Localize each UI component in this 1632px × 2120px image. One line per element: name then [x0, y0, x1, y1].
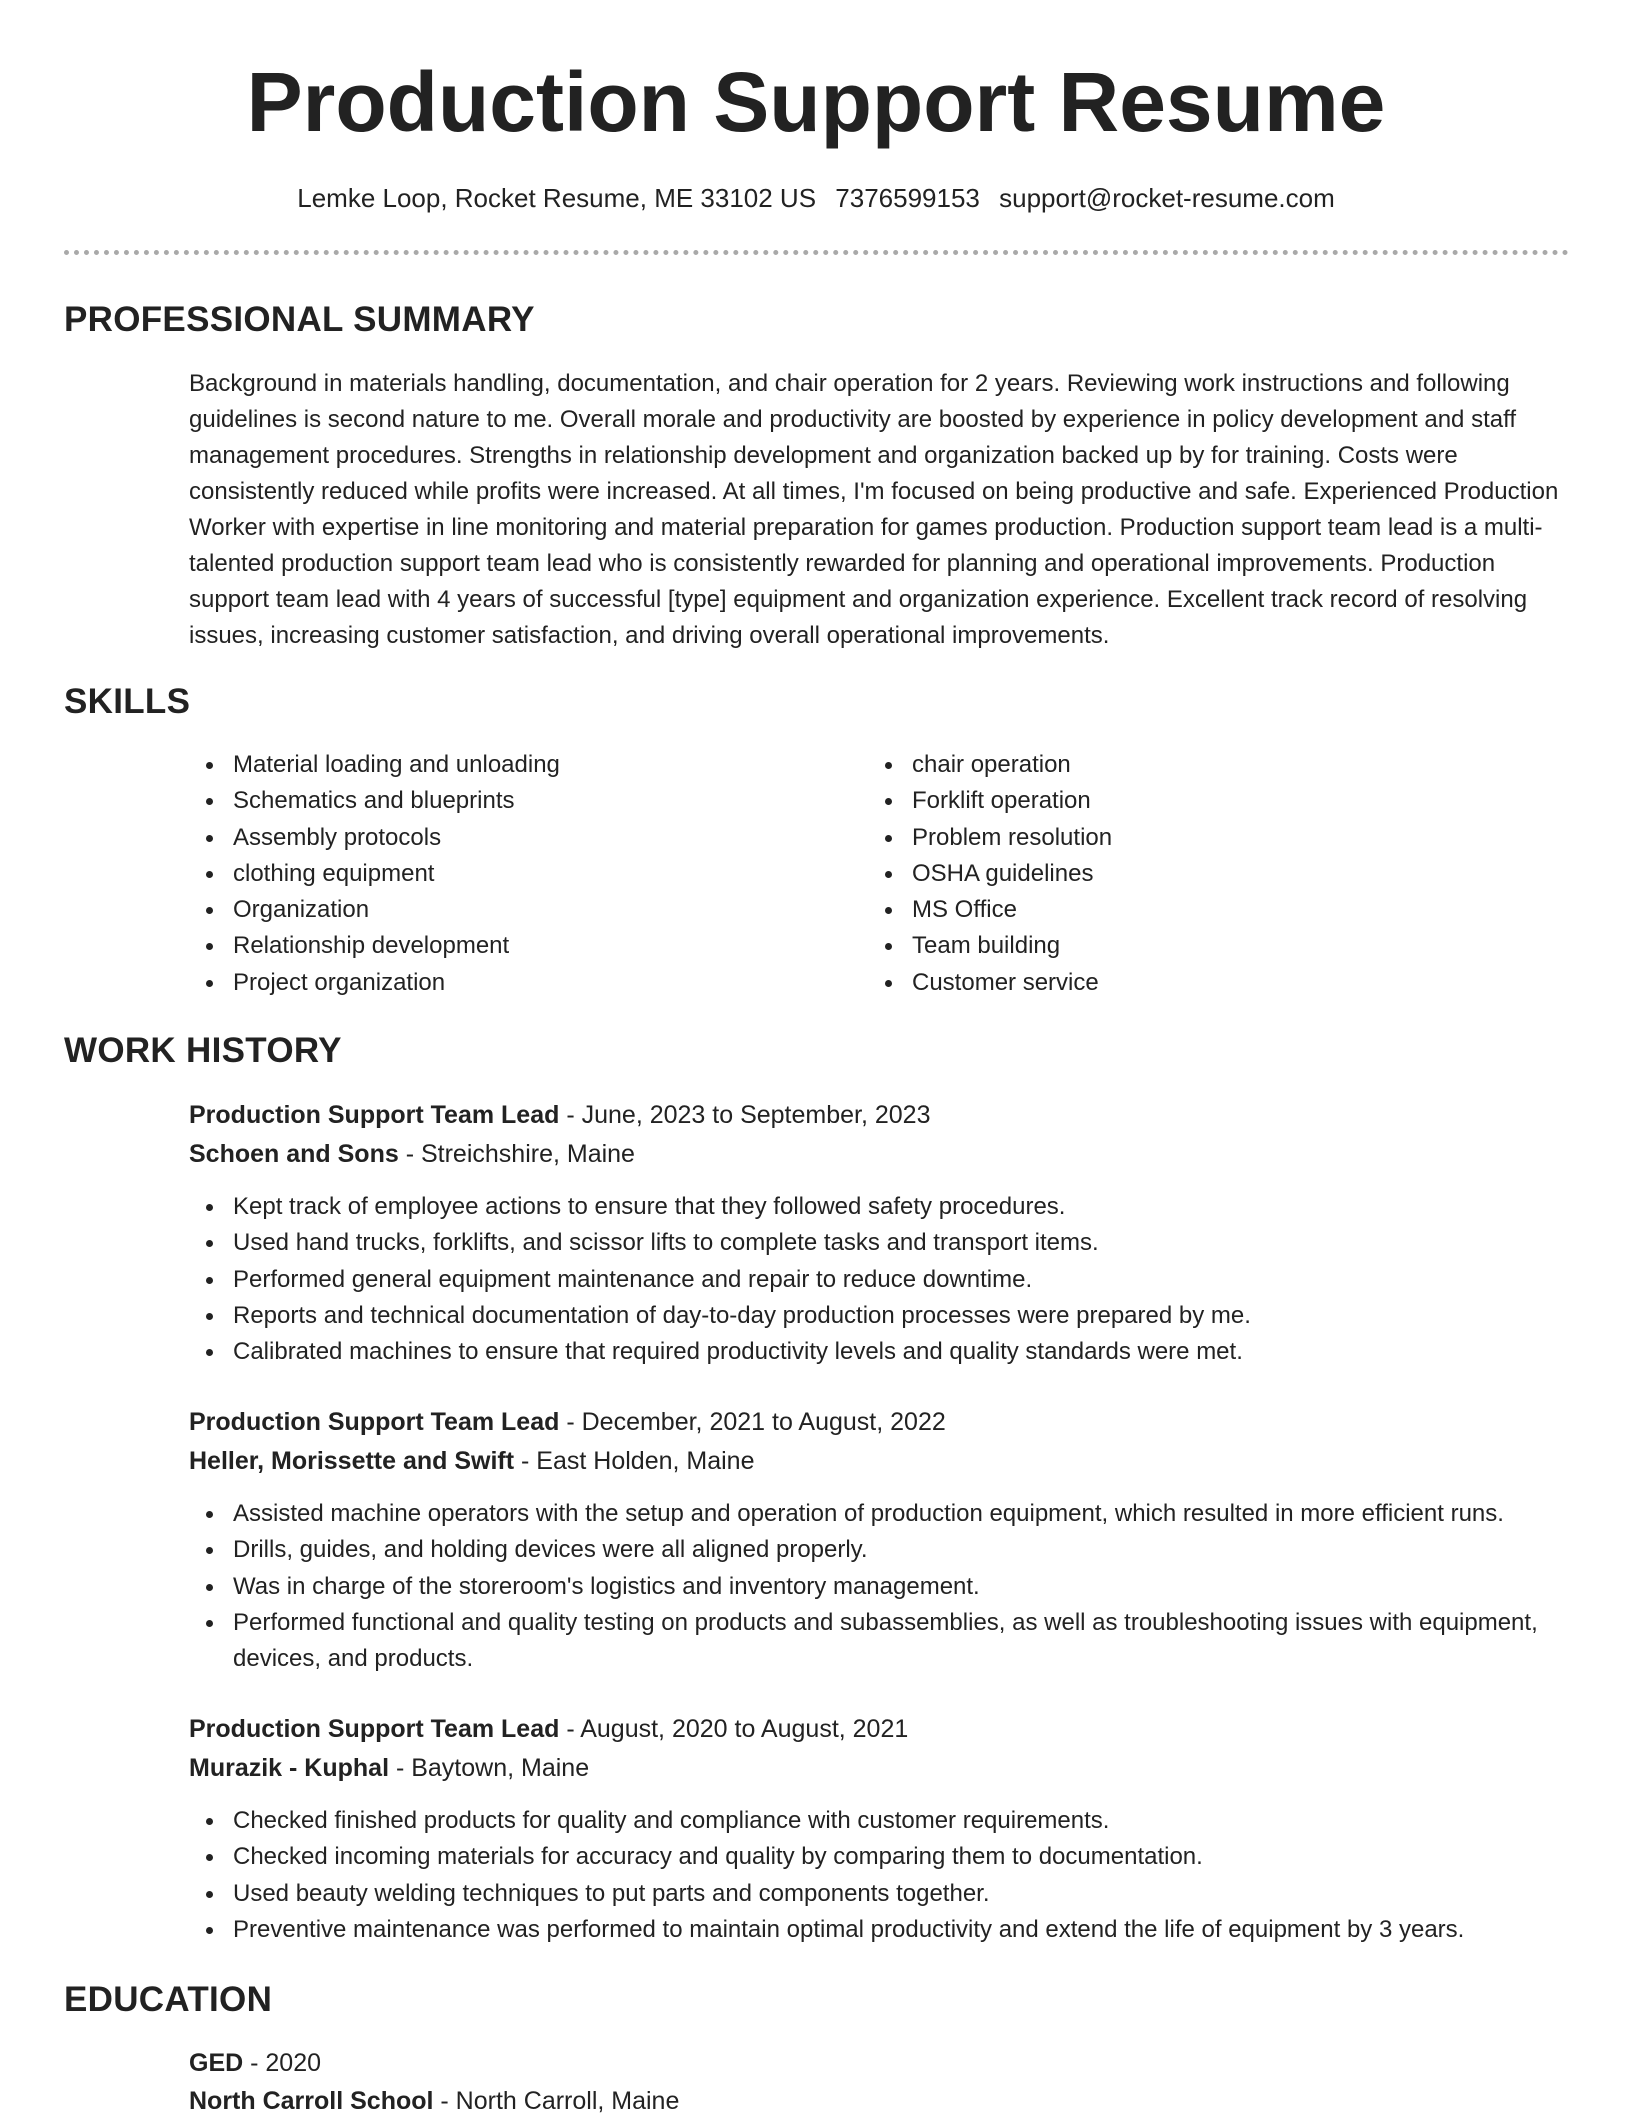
list-item: Forklift operation [868, 783, 1528, 819]
job-company: Murazik - Kuphal [189, 1754, 390, 1782]
job-company: Schoen and Sons [189, 1140, 399, 1168]
list-item: Used hand trucks, forklifts, and scissor lifts to complete tasks and transport items. [189, 1225, 1589, 1261]
list-item: Customer service [868, 965, 1528, 1001]
section-title-summary: PROFESSIONAL SUMMARY [64, 300, 535, 339]
contact-phone: 7376599153 [835, 183, 980, 213]
list-item: clothing equipment [189, 856, 849, 892]
skills-list-right [868, 747, 1528, 1001]
list-item: Kept track of employee actions to ensure that they followed safety procedures. [189, 1189, 1589, 1225]
section-title-skills: SKILLS [64, 682, 191, 721]
job-company: Heller, Morissette and Swift [189, 1447, 515, 1475]
list-item: Assisted machine operators with the setup and operation of production equipment, which resulted in more efficient runs. [189, 1496, 1589, 1532]
list-item: Project organization [189, 965, 849, 1001]
job-role: Production Support Team Lead [189, 1408, 560, 1436]
list-item: Schematics and blueprints [189, 783, 849, 819]
job-company-line [189, 1442, 1569, 1480]
list-item: Drills, guides, and holding devices were all aligned properly. [189, 1532, 1589, 1568]
list-item: MS Office [868, 892, 1528, 928]
list-item: Reports and technical documentation of day-to-day production processes were prepared by me. [189, 1298, 1589, 1334]
list-item: Material loading and unloading [189, 747, 849, 783]
list-item: Calibrated machines to ensure that required productivity levels and quality standards were met. [189, 1334, 1589, 1370]
education-location: - North Carroll, Maine [433, 2087, 680, 2115]
contact-address: Lemke Loop, Rocket Resume, ME 33102 US [297, 183, 817, 213]
list-item: Organization [189, 892, 849, 928]
resume-title: Production Support Resume [246, 55, 1386, 149]
contact-line [0, 180, 1632, 216]
job-bullets [189, 1496, 1589, 1677]
job-title-line [189, 1403, 1569, 1441]
list-item: chair operation [868, 747, 1528, 783]
job-dates: - August, 2020 to August, 2021 [559, 1715, 909, 1743]
job-dates: - December, 2021 to August, 2022 [559, 1408, 946, 1436]
job-role: Production Support Team Lead [189, 1715, 560, 1743]
list-item: Assembly protocols [189, 820, 849, 856]
summary-text: Background in materials handling, documentation, and chair operation for 2 years. Reviewing work instructions and following guidelines is second nature to me. Overall morale and productivity are boosted by experience in policy development and staff management procedures. Strengths in relationship development and organization backed up by for training. Costs were consistently reduced while profits were increased. At all times, I'm focused on being productive and safe. Experienced Production Worker with expertise in line monitoring and material preparation for games production. Production support team lead is a multi-talented production support team lead who is consistently rewarded for planning and operational improvements. Production support team lead with 4 years of successful [type] equipment and organization experience. Excellent track record of resolving issues, increasing customer satisfaction, and driving overall operational improvements. [189, 370, 1559, 649]
list-item: Checked finished products for quality and compliance with customer requirements. [189, 1803, 1589, 1839]
list-item: Performed functional and quality testing on products and subassemblies, as well as troubleshooting issues with equipment, devices, and products. [189, 1605, 1589, 1678]
education-year: - 2020 [243, 2049, 322, 2077]
list-item: Relationship development [189, 928, 849, 964]
contact-email: support@rocket-resume.com [999, 183, 1335, 213]
job-location: - Baytown, Maine [389, 1754, 590, 1782]
job-title-line [189, 1096, 1569, 1134]
job-company-line [189, 1135, 1569, 1173]
education-degree-line [189, 2044, 1569, 2082]
job-bullets [189, 1189, 1589, 1370]
list-item: Preventive maintenance was performed to maintain optimal productivity and extend the life of equipment by 3 years. [189, 1912, 1589, 1948]
list-item: Checked incoming materials for accuracy and quality by comparing them to documentation. [189, 1839, 1589, 1875]
list-item: Used beauty welding techniques to put parts and components together. [189, 1876, 1589, 1912]
job-role: Production Support Team Lead [189, 1101, 560, 1129]
header-divider [64, 250, 1569, 255]
job-title-line [189, 1710, 1569, 1748]
education-school: North Carroll School [189, 2087, 434, 2115]
skills-list-left [189, 747, 849, 1001]
list-item: Team building [868, 928, 1528, 964]
list-item: Was in charge of the storeroom's logistics and inventory management. [189, 1569, 1589, 1605]
education-school-line [189, 2082, 1569, 2120]
section-title-education: EDUCATION [64, 1980, 273, 2019]
education-degree: GED [189, 2049, 244, 2077]
job-company-line [189, 1749, 1569, 1787]
job-location: - Streichshire, Maine [398, 1140, 635, 1168]
list-item: Performed general equipment maintenance and repair to reduce downtime. [189, 1262, 1589, 1298]
job-dates: - June, 2023 to September, 2023 [559, 1101, 931, 1129]
list-item: Problem resolution [868, 820, 1528, 856]
section-title-work-history: WORK HISTORY [64, 1031, 342, 1070]
job-location: - East Holden, Maine [514, 1447, 755, 1475]
job-bullets [189, 1803, 1589, 1948]
list-item: OSHA guidelines [868, 856, 1528, 892]
